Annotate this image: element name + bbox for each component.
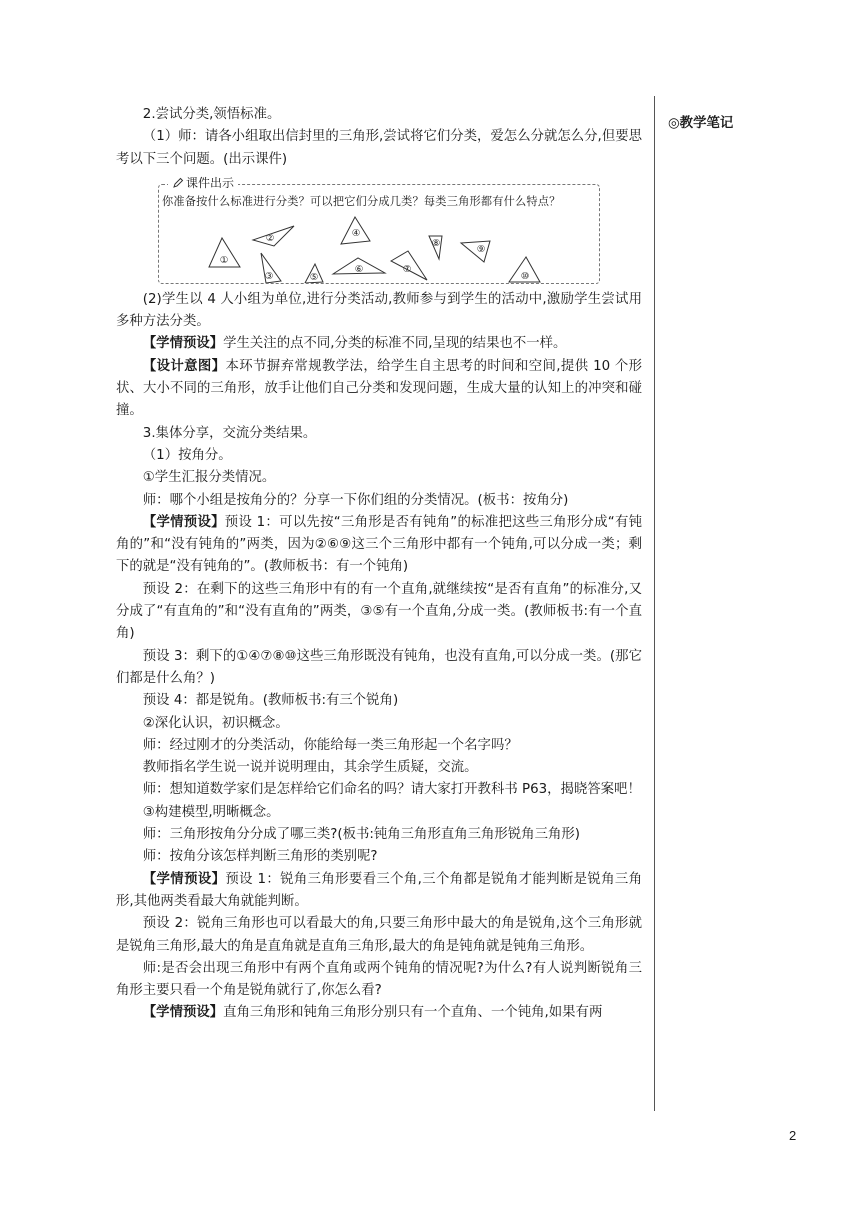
paragraph: (2)学生以 4 人小组为单位,进行分类活动,教师参与到学生的活动中,激励学生尝试用多种方法分类。 — [116, 291, 642, 330]
triangles-illustration — [158, 175, 600, 283]
paragraph: ①学生汇报分类情况。 — [142, 470, 276, 486]
paragraph: （1）按角分。 — [142, 447, 232, 463]
paragraph-label: 【学情预设】 — [142, 514, 225, 530]
paragraph-label: 【设计意图】 — [142, 358, 226, 374]
paragraph: 预设 4：都是锐角。(教师板书:有三个锐角) — [142, 693, 399, 709]
paragraph — [116, 1002, 642, 1024]
page-number: 2 — [789, 1128, 797, 1143]
triangle-label: ② — [265, 232, 275, 244]
paragraph: 教师指名学生说一说并说明理由，其余学生质疑，交流。 — [142, 760, 478, 776]
paragraph — [116, 512, 642, 579]
triangle-label: ① — [219, 254, 229, 266]
paragraph-label: 【学情预设】 — [142, 871, 226, 887]
paragraph-text: 学生关注的点不同,分类的标准不同,呈现的结果也不一样。 — [223, 336, 567, 352]
paragraph: 师：想知道数学家们是怎样给它们命名的吗？请大家打开教科书 P63，揭晓答案吧！ — [142, 782, 641, 798]
triangle-label: ⑧ — [431, 237, 441, 249]
triangle-label: ⑥ — [354, 263, 364, 275]
paragraph: 2.尝试分类,领悟标准。 — [142, 107, 281, 122]
paragraph-text: 预设 1：锐角三角形要看三个角,三个角都是锐角才能判断是锐角三角形,其他两类看最大角就能判断。 — [116, 871, 643, 909]
paragraph: 师：三角形按角分分成了哪三类?(板书:钝角三角形直角三角形锐角三角形) — [142, 827, 580, 843]
paragraph: 师:是否会出现三角形中有两个直角或两个钝角的情况呢?为什么?有人说判断锐角三角形主要只看一个角是锐角就行了,你怎么看? — [116, 960, 642, 999]
triangle-9 — [461, 241, 490, 262]
paragraph: ③构建模型,明晰概念。 — [142, 804, 280, 820]
main-content — [116, 104, 642, 1025]
paragraph: 师：经过刚才的分类活动，你能给每一类三角形起一个名字吗？ — [142, 737, 518, 753]
paragraph — [116, 333, 642, 355]
paragraph-text: 本环节摒弃常规教学法，给学生自主思考的时间和空间,提供 10 个形状、大小不同的三角形，放手让他们自己分类和发现问题，生成大量的认知上的冲突和碰撞。 — [116, 358, 643, 419]
figure-question: 你准备按什么标准进行分类？可以把它们分成几类？每类三角形都有什么特点？ — [162, 194, 561, 208]
teaching-notes-title: ◎教学笔记 — [668, 116, 734, 131]
paragraph-text: 直角三角形和钝角三角形分别只有一个直角、一个钝角,如果有两 — [223, 1005, 603, 1021]
paragraph-label: 【学情预设】 — [142, 1005, 224, 1021]
paragraph: ②深化认识，初识概念。 — [142, 715, 289, 731]
triangle-label: ⑩ — [520, 270, 530, 282]
courseware-tag-label: 课件出示 — [186, 175, 235, 190]
triangle-label: ⑨ — [476, 243, 486, 255]
margin-divider — [654, 96, 655, 1111]
triangle-label: ③ — [264, 270, 274, 282]
paragraph: 师：哪个小组是按角分的？分享一下你们组的分类情况。(板书：按角分) — [142, 492, 569, 508]
paragraph: 预设 3：剩下的①④⑦⑧⑩这些三角形既没有钝角，也没有直角,可以分成一类。(那它们都是什么角？) — [116, 648, 642, 686]
paragraph-text: 预设 1：可以先按“三角形是否有钝角”的标准把这些三角形分成“有钝角的”和“没有钝角的”两类，因为②⑥⑨这三个三角形中都有一个钝角,可以分成一类；剩下的就是“没有钝角的”。(教师板书：有一个钝角) — [116, 514, 643, 575]
paragraph: 预设 2：锐角三角形也可以看最大的角,只要三角形中最大的角是锐角,这个三角形就是锐角三角形,最大的角是直角就是直角三角形,最大的角是钝角就是钝角三角形。 — [116, 916, 642, 954]
triangle-label: ⑤ — [309, 271, 319, 283]
paragraph: 预设 2：在剩下的这些三角形中有的有一个直角,就继续按“是否有直角”的标准分,又分成了“有直角的”和“没有直角的”两类，③⑤有一个直角,分成一类。(教师板书:有一个直角) — [116, 581, 642, 642]
paragraph-label: 【学情预设】 — [142, 336, 224, 352]
triangle-label: ⑦ — [402, 263, 412, 275]
triangle-label: ④ — [351, 227, 361, 239]
paragraph: 师：按角分该怎样判断三角形的类别呢? — [142, 849, 378, 865]
paragraph: 3.集体分享，交流分类结果。 — [142, 425, 317, 441]
paragraph — [116, 869, 642, 914]
paragraph: （1）师：请各小组取出信封里的三角形,尝试将它们分类，爱怎么分就怎么分,但要思考以下三个问题。(出示课件) — [116, 129, 642, 167]
paragraph — [116, 356, 642, 423]
courseware-figure — [158, 175, 600, 283]
